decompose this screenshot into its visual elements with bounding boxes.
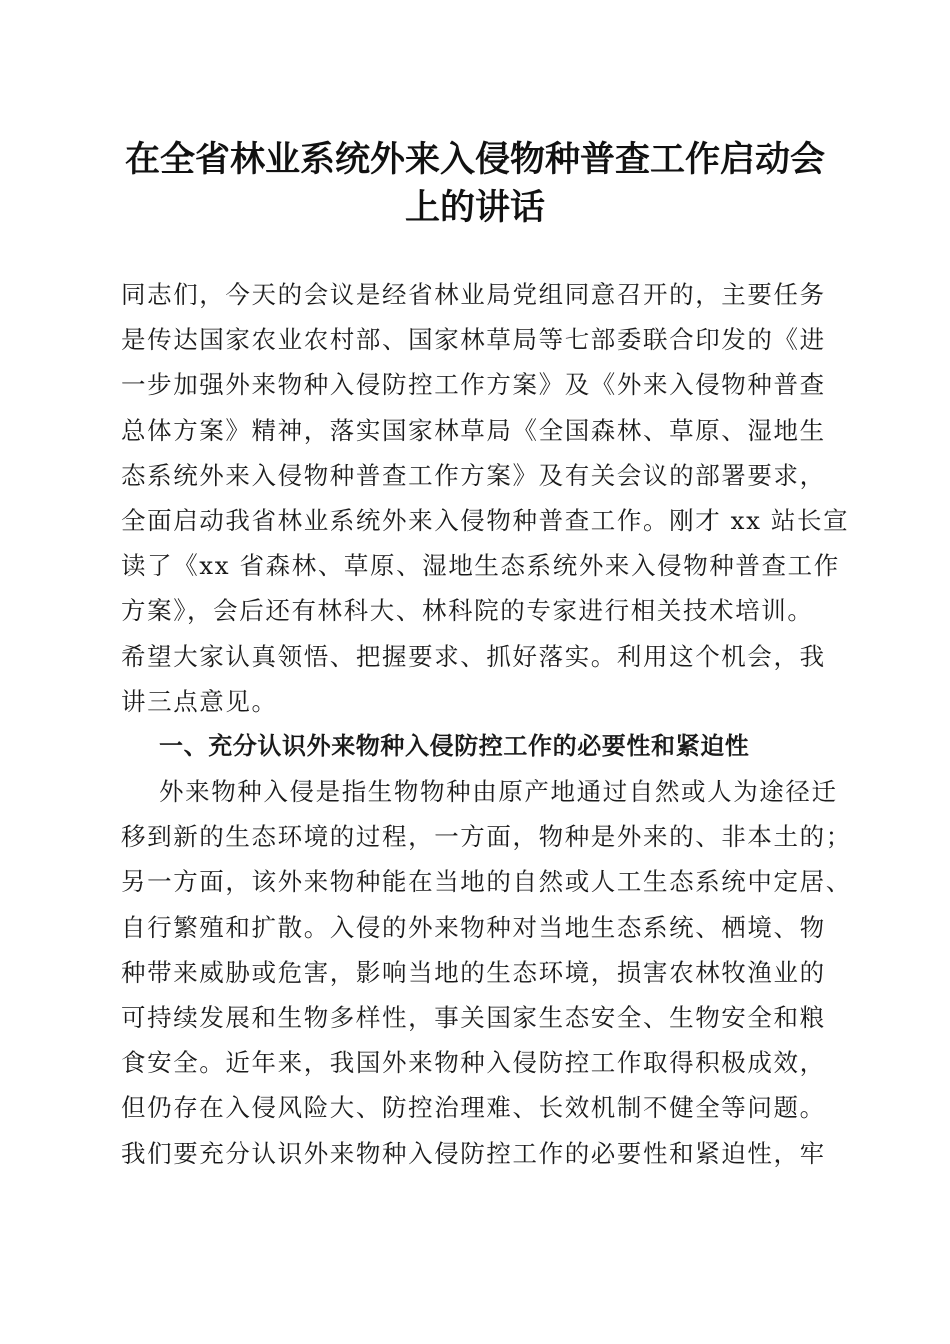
paragraph-line: 食安全。近年来，我国外来物种入侵防控工作取得积极成效， xyxy=(121,1048,826,1078)
paragraph-line: 种带来威胁或危害，影响当地的生态环境，损害农林牧渔业的 xyxy=(121,957,826,987)
section-paragraph xyxy=(121,769,852,1176)
paragraph-line: 方案》，会后还有林科大、林科院的专家进行相关技术培训。 xyxy=(121,596,814,626)
paragraph-line: 移到新的生态环境的过程，一方面，物种是外来的、非本土的； xyxy=(121,822,852,852)
paragraph-line: 我们要充分认识外来物种入侵防控工作的必要性和紧迫性，牢 xyxy=(121,1138,826,1168)
title-line: 上的讲话 xyxy=(404,187,545,228)
paragraph-line: 自行繁殖和扩散。入侵的外来物种对当地生态系统、栖境、物 xyxy=(121,912,826,942)
paragraph-line: 态系统外来入侵物种普查工作方案》及有关会议的部署要求， xyxy=(121,460,826,490)
paragraph-line: 讲三点意见。 xyxy=(121,686,278,716)
paragraph-line: 可持续发展和生物多样性，事关国家生态安全、生物安全和粮 xyxy=(121,1003,826,1032)
paragraph-line: 读了《xx 省森林、草原、湿地生态系统外来入侵物种普查工作 xyxy=(121,551,840,581)
section-heading: 一、充分认识外来物种入侵防控工作的必要性和紧迫性 xyxy=(159,731,750,760)
paragraph-line: 是传达国家农业农村部、国家林草局等七部委联合印发的《进 xyxy=(121,325,826,355)
title-line: 在全省林业系统外来入侵物种普查工作启动会 xyxy=(124,139,825,180)
paragraph-line: 但仍存在入侵风险大、防控治理难、长效机制不健全等问题。 xyxy=(121,1093,826,1123)
paragraph-line: 另一方面，该外来物种能在当地的自然或人工生态系统中定居、 xyxy=(121,867,852,897)
paragraph-line: 一步加强外来物种入侵防控工作方案》及《外来入侵物种普查 xyxy=(121,370,826,400)
intro-paragraph xyxy=(121,272,850,724)
paragraph-line: 同志们，今天的会议是经省林业局党组同意召开的，主要任务 xyxy=(121,280,826,309)
paragraph-line: 外来物种入侵是指生物物种由原产地通过自然或人为途径迁 xyxy=(159,777,838,807)
paragraph-line: 希望大家认真领悟、把握要求、抓好落实。利用这个机会，我 xyxy=(121,641,826,671)
document-title xyxy=(100,136,850,232)
paragraph-line: 全面启动我省林业系统外来入侵物种普查工作。刚才 xx 站长宣 xyxy=(121,505,850,535)
paragraph-line: 总体方案》精神，落实国家林草局《全国森林、草原、湿地生 xyxy=(121,415,826,445)
document-body xyxy=(121,272,852,1176)
